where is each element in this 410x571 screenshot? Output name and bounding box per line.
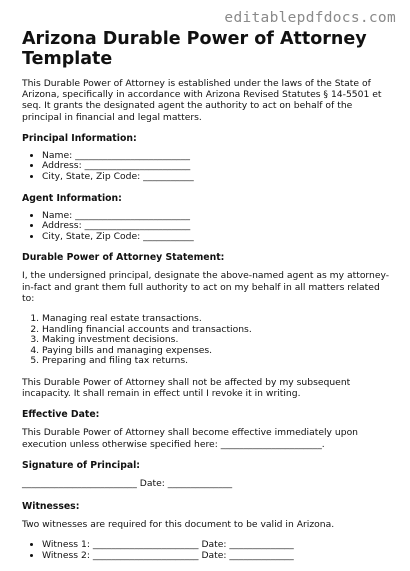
powers-list xyxy=(22,314,392,367)
effective-date-heading: Effective Date: xyxy=(22,409,100,421)
power-item: 4. Paying bills and managing expenses. xyxy=(42,346,392,357)
document-content xyxy=(22,29,392,571)
principal-heading: Principal Information: xyxy=(22,132,137,144)
principal-name-field: • Name: _________________________ xyxy=(42,151,392,162)
witness-1-line: • Witness 1: _______________________ Date: ______________ xyxy=(42,540,392,551)
power-item: 2. Handling financial accounts and transactions. xyxy=(42,325,392,336)
agent-city-field: • City, State, Zip Code: ___________ xyxy=(42,232,392,243)
power-item: 3. Making investment decisions. xyxy=(42,335,392,346)
witness-2-line: • Witness 2: _______________________ Date: ______________ xyxy=(42,551,392,562)
witness-lines xyxy=(22,540,392,561)
intro-paragraph: This Durable Power of Attorney is established under the laws of the State of Arizona, specifically in accordance with Arizona Revised Statutes § 14-5501 et seq. It grants the designated agent the authority to act on behalf of the principal in financial and legal matters. xyxy=(22,78,382,123)
witnesses-heading: Witnesses: xyxy=(22,500,80,512)
agent-address-field: • Address: _______________________ xyxy=(42,221,392,232)
power-item: 5. Preparing and filing tax returns. xyxy=(42,356,392,367)
signature-heading: Signature of Principal: xyxy=(22,459,141,471)
power-item: 1. Managing real estate transactions. xyxy=(42,314,392,325)
statement-text: I, the undersigned principal, designate the above-named agent as my attorney-in-fact and grant them full authority to act on my behalf in all matters related to: xyxy=(22,270,390,304)
agent-fields xyxy=(22,211,392,243)
statement-heading: Durable Power of Attorney Statement: xyxy=(22,252,225,264)
principal-city-field: • City, State, Zip Code: ___________ xyxy=(42,172,392,183)
principal-fields xyxy=(22,151,392,183)
watermark: editablepdfdocs.com xyxy=(224,10,396,26)
agent-heading: Agent Information: xyxy=(22,192,122,204)
agent-name-field: • Name: _________________________ xyxy=(42,211,392,222)
principal-address-field: • Address: _______________________ xyxy=(42,161,392,172)
effective-date-text: This Durable Power of Attorney shall become effective immediately upon execution unless otherwise specified here: ______________________. xyxy=(22,427,359,450)
witnesses-text: Two witnesses are required for this document to be valid in Arizona. xyxy=(22,518,335,530)
document-title: Arizona Durable Power of Attorney Template xyxy=(22,29,367,69)
signature-line: _________________________ Date: ______________ xyxy=(22,477,233,489)
durability-paragraph: This Durable Power of Attorney shall not be affected by my subsequent incapacity. It shall remain in effect until I revoke it in writing. xyxy=(22,376,351,400)
